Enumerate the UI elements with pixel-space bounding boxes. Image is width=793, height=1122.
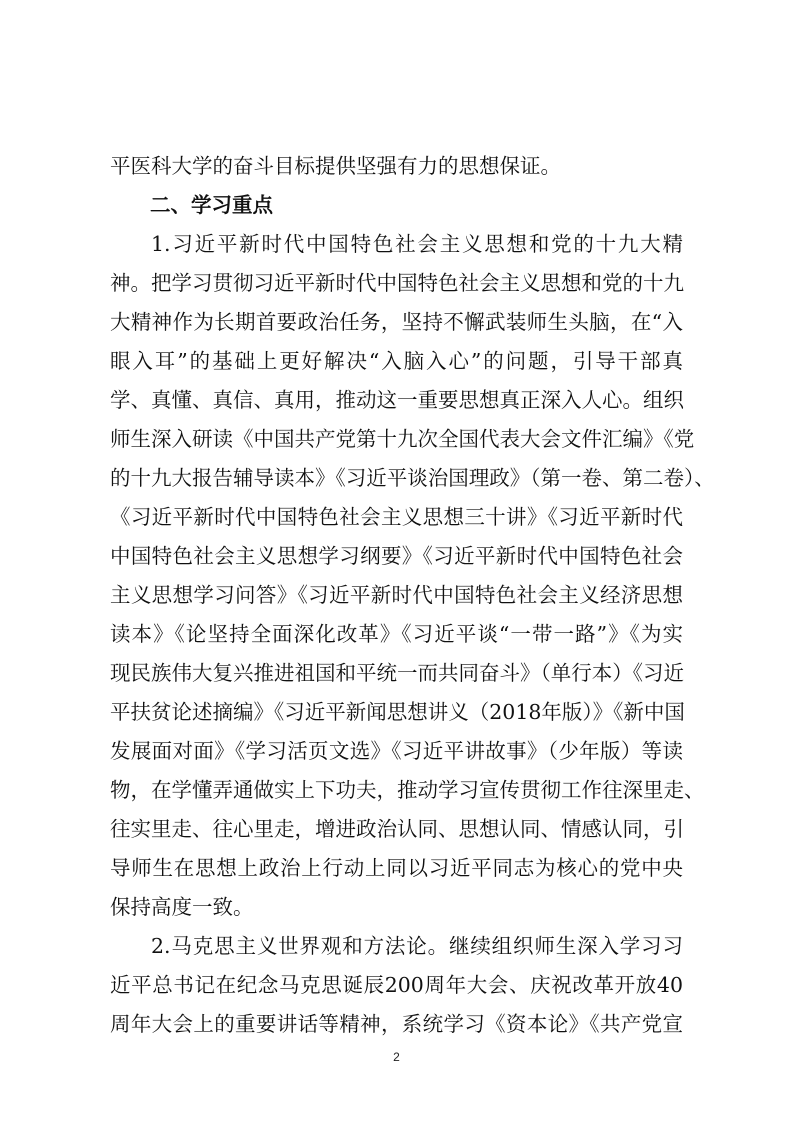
text-line: 眼入耳”的基础上更好解决“入脑入心”的问题，引导干部真 (110, 349, 683, 373)
text-line: 现民族伟大复兴推进祖国和平统一而共同奋斗》（单行本）《习近 (110, 661, 684, 685)
text-line: 发展面对面》《学习活页文选》《习近平讲故事》（少年版）等读 (110, 739, 683, 763)
text-line: 平医科大学的奋斗目标提供坚强有力的思想保证。 (110, 154, 561, 178)
page-number: 2 (393, 1050, 400, 1064)
text-line: 神。把学习贯彻习近平新时代中国特色社会主义思想和党的十九 (110, 271, 684, 295)
text-line: 1.习近平新时代中国特色社会主义思想和党的十九大精 (151, 232, 683, 256)
text-line: 导师生在思想上政治上行动上同以习近平同志为核心的党中央 (110, 856, 683, 880)
text-line: 近平总书记在纪念马克思诞辰200周年大会、庆祝改革开放40 (110, 973, 683, 997)
text-line: 主义思想学习问答》《习近平新时代中国特色社会主义经济思想 (110, 583, 683, 607)
text-line: 师生深入研读《中国共产党第十九次全国代表大会文件汇编》《党 (110, 427, 695, 451)
text-line: 平扶贫论述摘编》《习近平新闻思想讲义（2018年版）》《新中国 (110, 700, 685, 724)
section-heading: 二、学习重点 (150, 193, 273, 217)
text-line: 读本》《论坚持全面深化改革》《习近平谈“一带一路”》《为实 (110, 622, 683, 646)
text-line: 学、真懂、真信、真用，推动这一重要思想真正深入人心。组织 (110, 388, 684, 412)
text-line: 往实里走、往心里走，增进政治认同、思想认同、情感认同，引 (110, 817, 684, 841)
text-line: 周年大会上的重要讲话等精神，系统学习《资本论》《共产党宣 (110, 1012, 683, 1036)
text-line: 保持高度一致。 (110, 895, 254, 919)
text-line: 中国特色社会主义思想学习纲要》《习近平新时代中国特色社会 (110, 544, 683, 568)
text-line: 2.马克思主义世界观和方法论。继续组织师生深入学习习 (151, 934, 683, 958)
text-line: 的十九大报告辅导读本》《习近平谈治国理政》（第一卷、第二卷）、 (110, 466, 715, 490)
text-line: 物，在学懂弄通做实上下功夫，推动学习宣传贯彻工作往深里走、 (110, 778, 705, 802)
text-line: 《习近平新时代中国特色社会主义思想三十讲》《习近平新时代 (110, 505, 683, 529)
text-line: 大精神作为长期首要政治任务，坚持不懈武装师生头脑，在“入 (110, 310, 683, 334)
